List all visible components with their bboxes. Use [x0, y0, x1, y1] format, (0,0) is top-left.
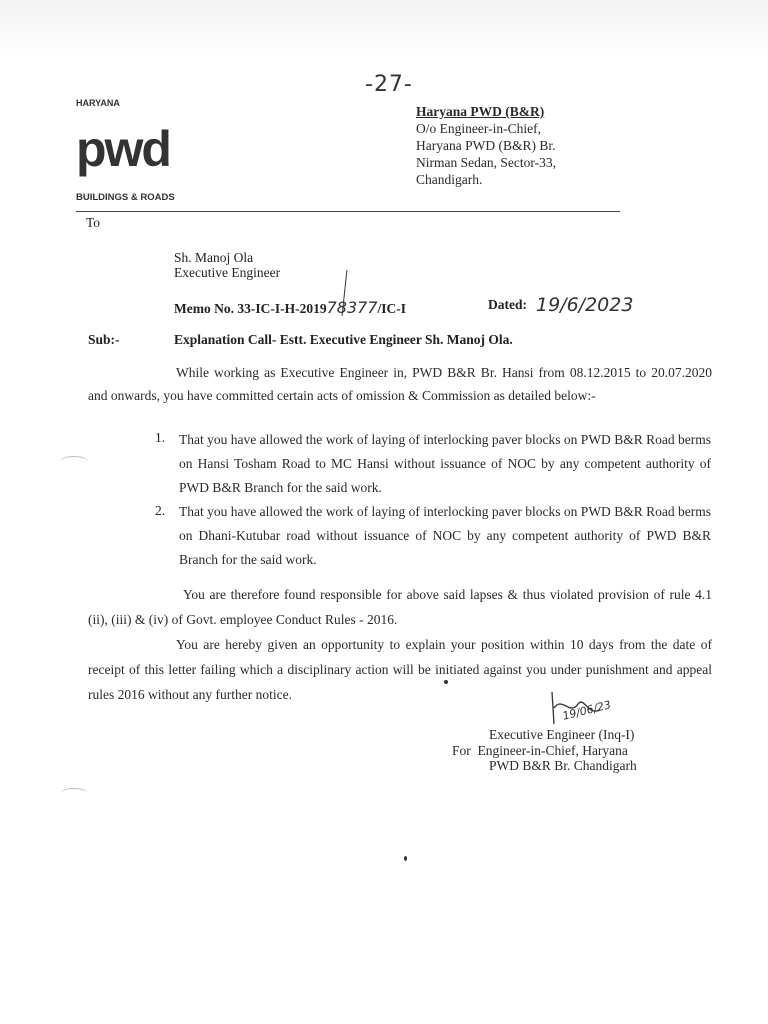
memo-number — [174, 298, 406, 317]
dated-handwritten-value: 19/6/2023 — [536, 294, 634, 316]
finding-paragraph: You are therefore found responsible for above said lapses & thus violated provision of rule 4.1 (ii), (iii) & (iv) of Govt. employee Conduct Rules - 2016. — [88, 587, 712, 627]
office-address — [416, 103, 556, 188]
office-line: O/o Engineer-in-Chief, — [416, 121, 541, 136]
ink-dot — [404, 856, 407, 861]
header-divider — [76, 211, 620, 212]
subject-text: Explanation Call- Estt. Executive Engineer Sh. Manoj Ola. — [174, 332, 513, 347]
charge-number: 2. — [155, 503, 166, 518]
punch-hole-mark — [60, 788, 88, 799]
signatory-for: For Engineer-in-Chief, Haryana — [452, 742, 628, 758]
office-line: Haryana PWD (B&R) Br. — [416, 138, 556, 153]
office-line: Chandigarh. — [416, 172, 483, 187]
addressee — [174, 250, 280, 280]
punch-hole-mark — [60, 456, 88, 467]
logo-tagline: BUILDINGS & ROADS — [76, 192, 175, 203]
intro-paragraph: While working as Executive Engineer in, PWD B&R Br. Hansi from 08.12.2015 to 20.07.2020 and onwards, you have committed certain acts of omission & Commission as detailed below:- — [88, 365, 712, 403]
office-heading: Haryana PWD (B&R) — [416, 104, 545, 119]
charge-text: That you have allowed the work of laying of interlocking paver blocks on PWD B&R Road berms on Dhani-Kutubar road without issuance of NOC by any competent authority of PWD B&R Branch for the said work. — [179, 504, 711, 567]
memo-suffix: /IC-I — [377, 301, 407, 316]
ink-dot — [444, 680, 448, 684]
charge-text: That you have allowed the work of laying of interlocking paver blocks on PWD B&R Road berms on Hansi Tosham Road to MC Hansi without issuance of NOC by any competent authority of PWD B&R Branch for the said work. — [179, 432, 711, 495]
signature-initial-date: 19/06/23 — [561, 698, 613, 723]
signature-block — [452, 727, 637, 774]
page-number: -27- — [365, 72, 413, 97]
office-line: Nirman Sedan, Sector-33, — [416, 155, 556, 170]
addressee-name: Sh. Manoj Ola — [174, 250, 254, 265]
subject-label: Sub:- — [88, 332, 120, 347]
dated-label: Dated: — [488, 297, 527, 312]
charge-number: 1. — [155, 430, 166, 445]
logo-state-text: HARYANA — [76, 98, 120, 108]
memo-label: Memo No. 33-IC-I-H-2019 — [174, 301, 327, 316]
signatory-office: PWD B&R Br. Chandigarh — [489, 758, 637, 773]
pwd-logo — [76, 108, 170, 195]
opportunity-paragraph: You are hereby given an opportunity to explain your position within 10 days from the date of receipt of this letter failing which a disciplinary action will be initiated against you under punishment and appeal rules 2016 without any further notice. — [88, 637, 712, 702]
svg-text:pwd: pwd — [76, 121, 170, 177]
pwd-logo-icon — [76, 108, 170, 190]
signatory-designation: Executive Engineer (Inq-I) — [489, 727, 635, 742]
addressee-designation: Executive Engineer — [174, 265, 281, 280]
to-label: To — [86, 215, 101, 230]
memo-handwritten-number: 78377 — [326, 298, 378, 317]
